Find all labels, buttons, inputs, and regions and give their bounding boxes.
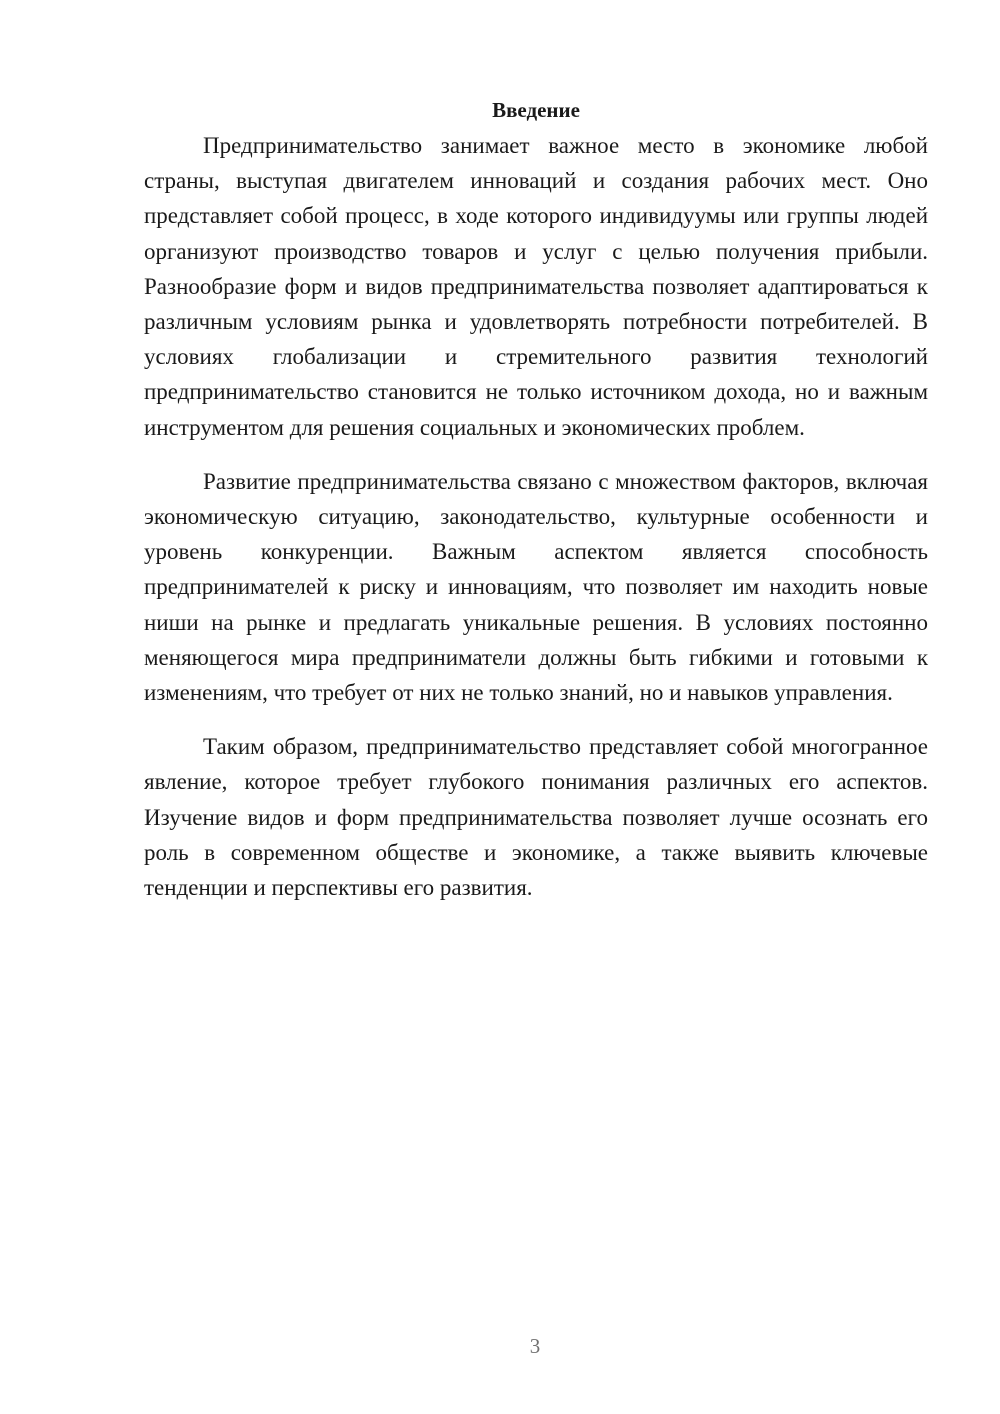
paragraph-3: Таким образом, предпринимательство представляет собой многогранное явление, которое требует глубокого понимания различных его аспектов. Изучение видов и форм предпринимательства позволяет лучше осознать его роль в современном обществе и экономике, а также выявить ключевые тенденции и перспективы его развития.: [144, 734, 928, 901]
page-content: [144, 93, 928, 905]
section-title: Введение: [492, 98, 580, 122]
paragraph-2: Развитие предпринимательства связано с множеством факторов, включая экономическую ситуацию, законодательство, культурные особенности и уровень конкуренции. Важным аспектом является способность предпринимателей к риску и инновациям, что позволяет им находить новые ниши на рынке и предлагать уникальные решения. В условиях постоянно меняющегося мира предприниматели должны быть гибкими и готовыми к изменениям, что требует от них не только знаний, но и навыков управления.: [144, 468, 928, 706]
page-number: 3: [529, 1334, 541, 1358]
paragraph-1: Предпринимательство занимает важное место в экономике любой страны, выступая двигателем инноваций и создания рабочих мест. Оно представляет собой процесс, в ходе которого индивидуумы или группы людей организуют производство товаров и услуг с целью получения прибыли. Разнообразие форм и видов предпринимательства позволяет адаптироваться к различным условиям рынка и удовлетворять потребности потребителей. В условиях глобализации и стремительного развития технологий предпринимательство становится не только источником дохода, но и важным инструментом для решения социальных и экономических проблем.: [144, 133, 928, 440]
